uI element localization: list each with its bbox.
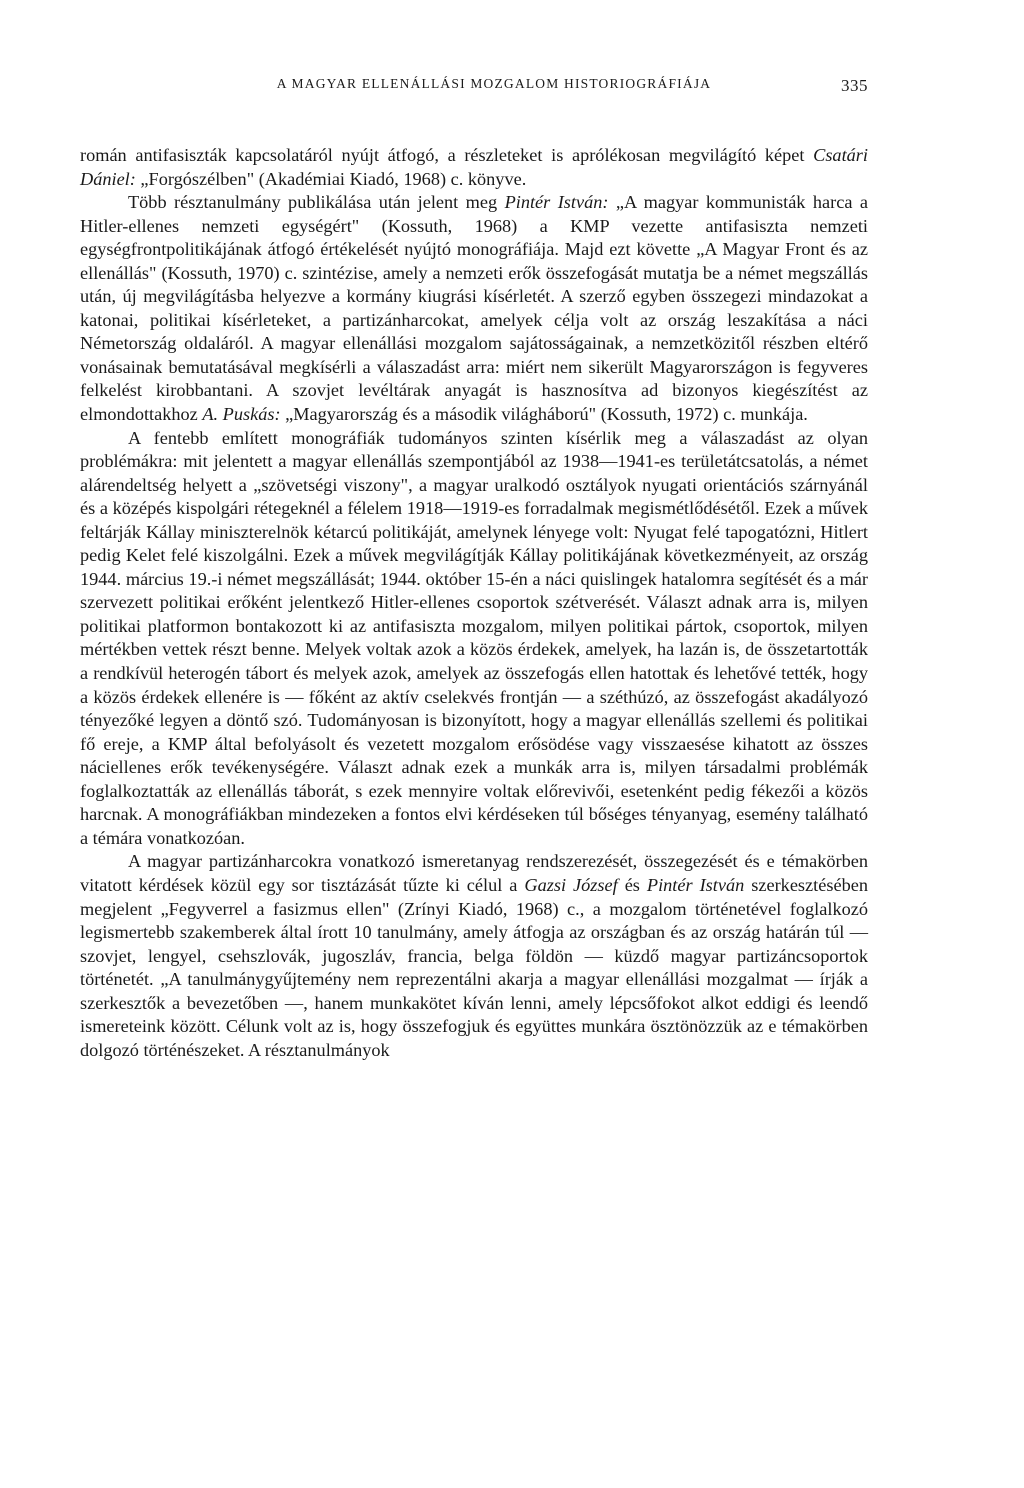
text-run: szerkesztésében megjelent „Fegyverrel a fasizmus ellen" (Zrínyi Kiadó, 1968) c., a mozgalom történetével foglalkozó legismertebb szakemberek által írott 10 tanulmány, amely átfogja az országban és az ország határán túl — szovjet, lengyel, csehszlovák, jugoszláv, francia, belga földön — küzdő magyar partizáncsoportok történetét. „A tanulmánygyűjtemény nem reprezentálni akarja a magyar ellenállási mozgalmat — írják a szerkesztők a bevezetőben —, hanem munkakötet kíván lenni, amely lépcsőfokot alkot eddigi és leendő ismereteink között. Célunk volt az is, hogy összefogjuk és együttes munkára ösztönözzük az e témakörben dolgozó történészeket. A résztanulmányok bbox=[80, 874, 868, 1060]
text-run: Több résztanulmány publikálása után jelent meg bbox=[128, 192, 505, 213]
body-text bbox=[80, 144, 868, 1062]
text-run: „Forgószélben" (Akadémiai Kiadó, 1968) c. könyve. bbox=[135, 168, 527, 189]
author-name: A. Puskás: bbox=[202, 404, 281, 425]
paragraph bbox=[80, 144, 868, 191]
running-head bbox=[80, 76, 868, 106]
text-run: „Magyarország és a második világháború" (Kossuth, 1972) c. munkája. bbox=[280, 404, 808, 425]
paragraph bbox=[80, 850, 868, 1062]
text-run: román antifasiszták kapcsolatáról nyújt átfogó, a részleteket is aprólékosan megvilágító képet bbox=[80, 145, 814, 165]
text-run: „A magyar kommunisták harca a Hitler-ellenes nemzeti egységért" (Kossuth, 1968) a KMP vezette antifasiszta nemzeti egységfrontpolitikájának átfogó értékelését nyújtó monográfiája. Majd ezt követte „A Magyar Front és az ellenállás" (Kossuth, 1970) c. szintézise, amely a nemzeti erők összefogását mutatja be a német megszállás után, új megvilágításba helyezve a kormány kiugrási kísérletét. A szerző egyben összegezi mindazokat a katonai, politikai kísérleteket, a partizánharcokat, amelyek célja volt az ország leszakítása a náci Németország oldaláról. A magyar ellenállási mozgalom sajátosságainak, a nemzetközitől részben eltérő vonásainak bemutatásával megkísérli a válaszadást arra: miért nem sikerült Magyarországon is fegyveres felkelést kirobbantani. A szovjet levéltárak anyagát is hasznosítva ad bizonyos kiegészítést az elmondottakhoz bbox=[80, 192, 868, 425]
running-title: A MAGYAR ELLENÁLLÁSI MOZGALOM HISTORIOGRÁFIÁJA bbox=[276, 76, 712, 91]
author-name: Pintér István bbox=[646, 874, 745, 895]
book-page bbox=[80, 76, 868, 1062]
author-name: Pintér István: bbox=[504, 192, 609, 213]
paragraph bbox=[80, 191, 868, 426]
author-name: Csatári Dániel: bbox=[80, 145, 868, 189]
page-number: 335 bbox=[841, 76, 868, 95]
paragraph bbox=[80, 427, 868, 851]
text-run: és bbox=[617, 874, 647, 895]
text-run: A magyar partizánharcokra vonatkozó ismeretanyag rendszerezését, összegezését és e témakörben vitatott kérdések közül egy sor tisztázását tűzte ki célul a bbox=[80, 851, 868, 895]
text-run: A fentebb említett monográfiák tudományos szinten kísérlik meg a válaszadást az olyan problémákra: mit jelentett a magyar ellenállás szempontjából az 1938—1941-es területátcsatolás, a német alárendeltség helyett a „szövetségi viszony", a magyar uralkodó osztályok nyugati orientációs szárnyánál és a középés kispolgári rétegeknél a félelem 1918—1919-es forradalmak megismétlődésétől. Ezek a művek feltárják Kállay miniszterelnök kétarcú politikáját, amelynek lényege volt: Nyugat felé tapogatózni, Hitlert pedig Kelet felé kiszolgálni. Ezek a művek megvilágítják Kállay politikájának következményeit, az ország 1944. március 19.-i német megszállását; 1944. október 15-én a náci quislingek hatalomra segítését és a már szervezett politikai erőként jelentkező Hitler-ellenes csoportok szétverését. Választ adnak arra is, milyen politikai platformon bontakozott ki az antifasiszta mozgalom, milyen politikai pártok, csoportok, milyen mértékben vettek részt benne. Melyek voltak azok a közös érdekek, amelyek, ha lazán is, de összetartották a rendkívül heterogén tábort és melyek azok, amelyek az összefogás ellen hatottak és lehetővé tették, hogy a közös érdekek ellenére is — főként az aktív cselekvés frontján — a széthúzó, az összefogást akadályozó tényezőké legyen a döntő szó. Tudományosan is bizonyított, hogy a magyar ellenállás szellemi és politikai fő ereje, a KMP által befolyásolt és vezetett mozgalom erősödése vagy visszaesése kihatott az összes náciellenes erők tevékenységére. Választ adnak ezek a munkák arra is, milyen társadalmi problémák foglalkoztatták az ellenállás táborát, s ezek mennyire voltak előrevivői, esetenként pedig fékezői a közös harcnak. A monográfiákban mindezeken a fontos elvi kérdéseken túl bőséges tényanyag, esemény található a témára vonatkozóan. bbox=[80, 427, 868, 848]
author-name: Gazsi József bbox=[524, 874, 618, 895]
